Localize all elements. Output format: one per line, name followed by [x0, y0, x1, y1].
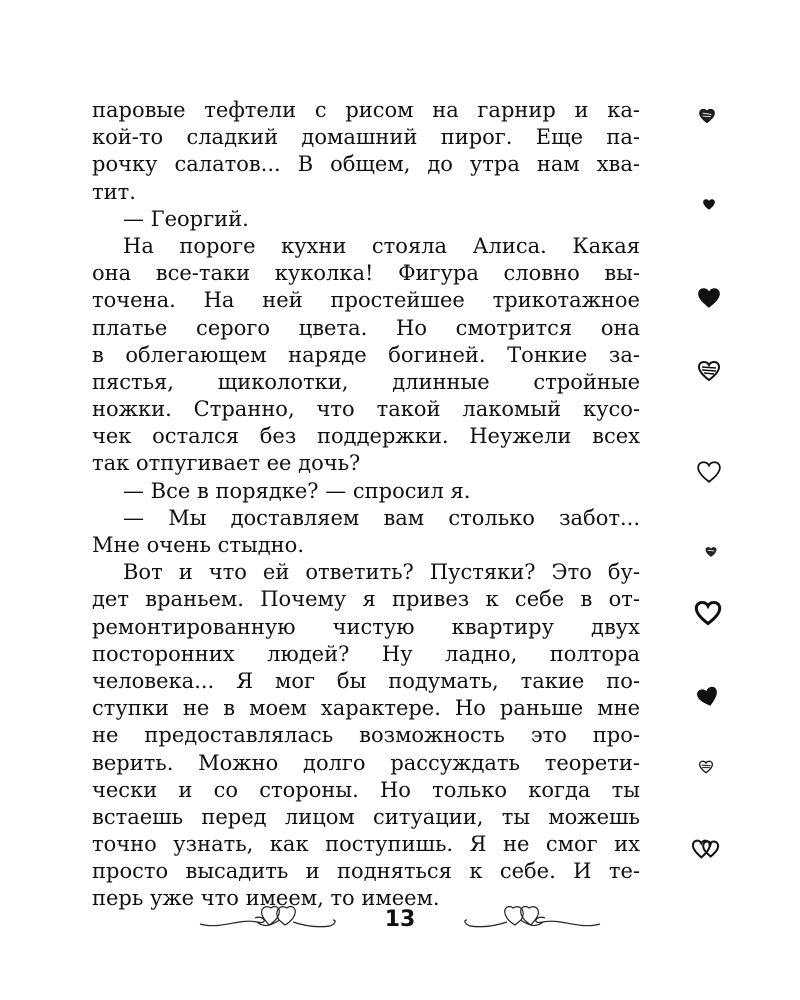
solid-heart-icon [702, 198, 716, 211]
text-line: Вот и что ей ответить? Пустяки? Это бу- [123, 560, 640, 585]
text-line: ножки. Странно, что такой лакомый кусо- [92, 397, 640, 422]
text-line: кой-то сладкий домашний пирог. Еще па- [92, 125, 640, 150]
text-line: — Мы доставляем вам столько забот... [123, 505, 640, 530]
text-line: пястья, щиколотки, длинные стройные [92, 369, 640, 394]
decorative-hearts [680, 0, 740, 1000]
outline-heart-icon [694, 600, 722, 626]
text-line: не предоставлялась возможность это про- [92, 723, 640, 748]
text-line: Мне очень стыдно. [92, 533, 304, 557]
text-line: верить. Можно долго рассуждать теорети- [92, 750, 640, 775]
text-line: перь уже что имеем, то имеем. [92, 886, 440, 911]
text-line: посторонних людей? Ну ладно, полтора [92, 641, 640, 666]
scribble-heart-icon [698, 760, 714, 774]
text-line: просто высадить и подняться к себе. И те- [92, 859, 640, 884]
text-line: человека... Я мог бы подумать, такие по- [92, 668, 640, 693]
text-line: точена. На ней простейшее трикотажное [92, 288, 640, 313]
text-line: в облегающем наряде богиней. Тонкие за- [92, 342, 640, 367]
scribble-heart-icon [704, 546, 718, 558]
text-line: так отпугивает ее дочь? [92, 451, 361, 476]
text-line: чек остался без поддержки. Неужели всех [92, 424, 640, 449]
text-line: ступки не в моем характере. Но раньше мне [92, 696, 640, 721]
scribble-heart-icon [696, 360, 722, 382]
text-line: она все-таки куколка! Фигура словно вы- [92, 261, 640, 286]
text-line: точно узнать, как поступишь. Я не смог их [92, 832, 640, 857]
double-heart-icon [692, 838, 720, 860]
text-line: — Георгий. [123, 206, 249, 231]
outline-heart-icon [696, 460, 722, 484]
solid-heart-icon [696, 686, 720, 708]
page-footer [195, 900, 605, 940]
text-line: ремонтированную чистую квартиру двух [92, 614, 640, 639]
text-line: паровые тефтели с рисом на гарнир и ка- [92, 98, 640, 122]
text-line: рочку салатов... В общем, до утра нам хва- [92, 152, 640, 177]
page-number: 13 [384, 907, 416, 932]
solid-heart-icon [696, 286, 722, 310]
scribble-heart-icon [698, 108, 716, 124]
text-line: — Все в порядке? — спросил я. [123, 478, 471, 503]
text-line: встаешь перед лицом ситуации, ты можешь [92, 804, 640, 829]
text-line: тит. [92, 179, 136, 204]
text-line: На пороге кухни стояла Алиса. Какая [123, 233, 640, 258]
text-line: чески и со стороны. Но только когда ты [92, 777, 640, 802]
body-text [92, 97, 640, 913]
text-line: платье серого цвета. Но смотрится она [92, 315, 640, 340]
text-line: дет враньем. Почему я привез к себе в от- [92, 587, 640, 612]
